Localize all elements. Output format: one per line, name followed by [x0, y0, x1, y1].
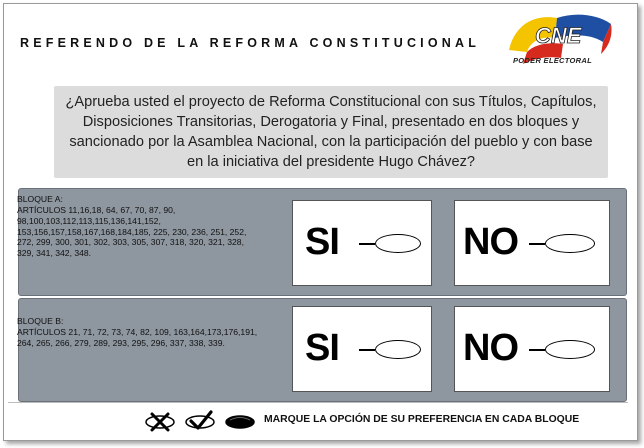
- si-mark-oval[interactable]: [375, 234, 421, 253]
- no-mark-oval[interactable]: [545, 234, 595, 253]
- bloque-b-articles: ARTÍCULOS 21, 71, 72, 73, 74, 82, 109, 163,164,173,176,191, 264, 265, 266, 279, 289, 293, 295, 296, 337, 338, 339.: [17, 327, 258, 348]
- footer-instruction: MARQUE LA OPCIÓN DE SU PREFERENCIA EN CADA BLOQUE: [264, 414, 580, 425]
- no-label: NO: [463, 221, 518, 263]
- check-mark-oval-icon: [184, 410, 216, 432]
- bloque-b-heading: BLOQUE B:: [17, 316, 64, 326]
- mark-connector: [359, 349, 375, 351]
- si-label: SI: [305, 221, 339, 263]
- si-label: SI: [305, 327, 339, 369]
- filled-oval-icon: [224, 410, 256, 432]
- si-mark-oval[interactable]: [375, 340, 421, 359]
- svg-text:CNE: CNE: [535, 23, 582, 48]
- cross-mark-oval-icon: [144, 410, 176, 432]
- bloque-b-no-option[interactable]: [454, 306, 610, 392]
- no-mark-oval[interactable]: [545, 340, 595, 359]
- bloque-a-heading: BLOQUE A:: [17, 194, 63, 204]
- footer-divider: [8, 402, 628, 403]
- no-label: NO: [463, 327, 518, 369]
- bloque-a-articles: ARTÍCULOS 11,16,18, 64, 67, 70, 87, 90, 98,100,103,112,113,115,136,141,152, 153,156,157,158,167,168,184,185, 225, 230, 236, 251, 252, 272, 299, 300, 301, 302, 303, 305, 307, 318, 320, 321, 328, 329, 341, 342, 348.: [17, 205, 247, 259]
- mark-connector: [529, 349, 545, 351]
- referendum-question: ¿Aprueba usted el proyecto de Reforma Constitucional con sus Títulos, Capítulos, Disposiciones Transitorias, Derogatoria y Final, presentado en dos bloques y sancionado por la Asamblea Nacional, con la participación del pueblo y con base en la iniciativa del presidente Hugo Chávez?: [54, 86, 608, 178]
- mark-connector: [359, 243, 375, 245]
- bloque-a-si-option[interactable]: [292, 200, 432, 286]
- ballot-title: REFERENDO DE LA REFORMA CONSTITUCIONAL: [20, 36, 481, 50]
- bloque-a-no-option[interactable]: [454, 200, 610, 286]
- mark-connector: [529, 243, 545, 245]
- logo-tagline: PODER ELECTORAL: [513, 56, 592, 65]
- bloque-b-si-option[interactable]: [292, 306, 432, 392]
